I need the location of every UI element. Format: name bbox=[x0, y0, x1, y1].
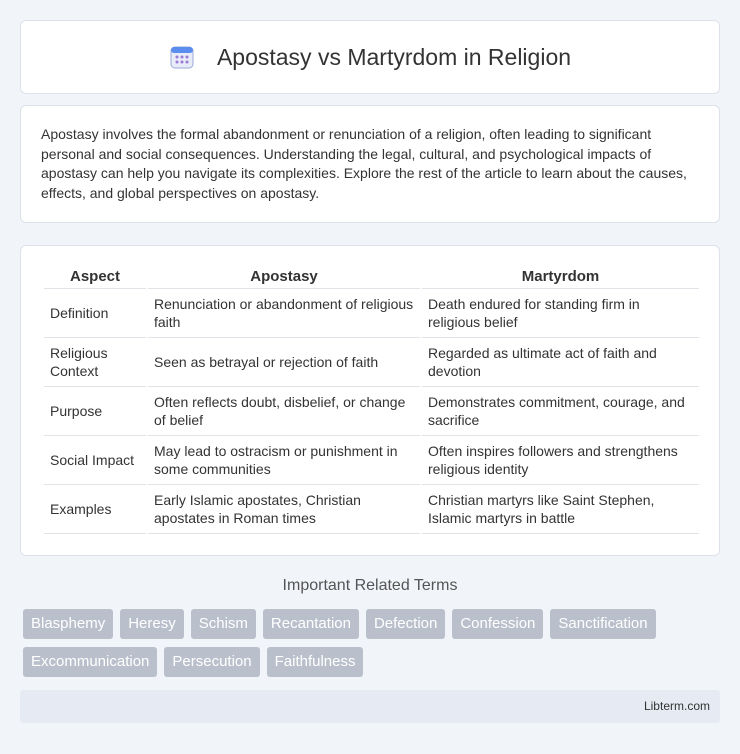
cell-martyrdom: Death endured for standing firm in religious belief bbox=[422, 289, 699, 338]
table-row bbox=[44, 436, 699, 485]
page-title: Apostasy vs Martyrdom in Religion bbox=[216, 43, 572, 70]
tag-recantation[interactable]: Recantation bbox=[263, 609, 359, 639]
tag-persecution[interactable]: Persecution bbox=[164, 647, 259, 677]
table-header-row bbox=[44, 266, 699, 289]
tag-confession[interactable]: Confession bbox=[452, 609, 543, 639]
cell-apostasy: Early Islamic apostates, Christian apostates in Roman times bbox=[148, 485, 420, 534]
header-martyrdom: Martyrdom bbox=[422, 266, 699, 289]
tag-sanctification[interactable]: Sanctification bbox=[550, 609, 655, 639]
cell-apostasy: May lead to ostracism or punishment in some communities bbox=[148, 436, 420, 485]
cell-martyrdom: Regarded as ultimate act of faith and devotion bbox=[422, 338, 699, 387]
cell-martyrdom: Often inspires followers and strengthens religious identity bbox=[422, 436, 699, 485]
comparison-card bbox=[20, 245, 720, 556]
cell-apostasy: Often reflects doubt, disbelief, or change of belief bbox=[148, 387, 420, 436]
table-row bbox=[44, 338, 699, 387]
header-apostasy: Apostasy bbox=[148, 266, 420, 289]
title-card bbox=[20, 20, 720, 94]
related-terms-heading: Important Related Terms bbox=[282, 577, 458, 594]
tag-faithfulness[interactable]: Faithfulness bbox=[267, 647, 364, 677]
tag-excommunication[interactable]: Excommunication bbox=[23, 647, 157, 677]
intro-card bbox=[20, 105, 720, 223]
cell-aspect: Purpose bbox=[44, 387, 146, 436]
intro-paragraph: Apostasy involves the formal abandonment or renunciation of a religion, often leading to significant personal and social consequences. Understanding the legal, cultural, and psychological impacts of apostasy can help you navigate its complexities. Explore the rest of the article to learn about the causes, effects, and global perspectives on apostasy. bbox=[41, 126, 687, 201]
table-row bbox=[44, 485, 699, 534]
cell-aspect: Examples bbox=[44, 485, 146, 534]
cell-aspect: Social Impact bbox=[44, 436, 146, 485]
cell-martyrdom: Demonstrates commitment, courage, and sacrifice bbox=[422, 387, 699, 436]
calendar-icon bbox=[169, 44, 195, 70]
footer-site-link[interactable]: Libterm.com bbox=[643, 699, 710, 713]
cell-martyrdom: Christian martyrs like Saint Stephen, Islamic martyrs in battle bbox=[422, 485, 699, 534]
cell-apostasy: Seen as betrayal or rejection of faith bbox=[148, 338, 420, 387]
tag-defection[interactable]: Defection bbox=[366, 609, 445, 639]
cell-aspect: Definition bbox=[44, 289, 146, 338]
tag-blasphemy[interactable]: Blasphemy bbox=[23, 609, 113, 639]
comparison-table bbox=[42, 266, 701, 534]
table-row bbox=[44, 387, 699, 436]
related-terms-list bbox=[23, 609, 723, 677]
cell-aspect: Religious Context bbox=[44, 338, 146, 387]
header-aspect: Aspect bbox=[44, 266, 146, 289]
cell-apostasy: Renunciation or abandonment of religious faith bbox=[148, 289, 420, 338]
table-row bbox=[44, 289, 699, 338]
tag-schism[interactable]: Schism bbox=[191, 609, 256, 639]
footer bbox=[20, 690, 720, 723]
tag-heresy[interactable]: Heresy bbox=[120, 609, 184, 639]
